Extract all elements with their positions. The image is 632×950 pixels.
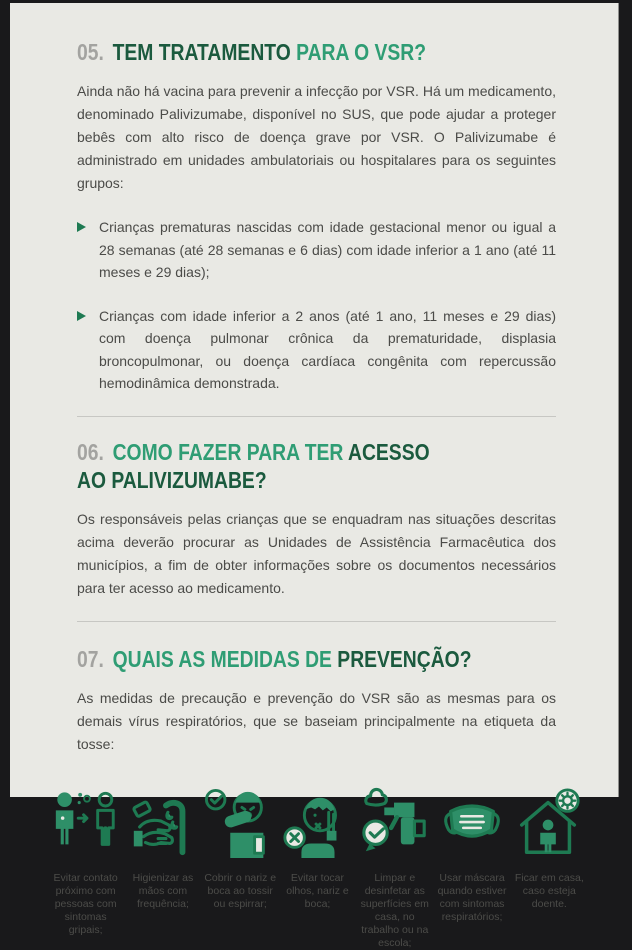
prevention-item-avoid-touch-face bbox=[279, 786, 356, 950]
section-05-bullet-list bbox=[77, 216, 556, 395]
prevention-caption: Cobrir o nariz e boca ao tossir ou espirrar; bbox=[204, 871, 277, 910]
prevention-caption: Evitar tocar olhos, nariz e boca; bbox=[286, 871, 349, 910]
bullet-text: Crianças prematuras nascidas com idade gestacional menor ou igual a 28 semanas (até 28 semanas e 6 dias) com idade inferior a 1 ano (até 11 meses e 29 dias); bbox=[99, 219, 556, 280]
triangle-bullet-icon bbox=[77, 311, 86, 321]
prevention-item-avoid-contact bbox=[47, 786, 124, 950]
section-05-number: 05. bbox=[77, 39, 104, 65]
prevention-caption: Limpar e desinfetar as superfícies em casa, no trabalho ou na escola; bbox=[360, 871, 429, 949]
section-07-number: 07. bbox=[77, 645, 104, 672]
disinfect-icon bbox=[358, 786, 432, 860]
prevention-icons-row bbox=[47, 786, 588, 950]
prevention-item-mask bbox=[433, 786, 510, 950]
section-07-title-green: QUAIS AS MEDIDAS DE bbox=[112, 645, 338, 672]
section-05-paragraph: Ainda não há vacina para prevenir a infecção por VSR. Há um medicamento, denominado Palivizumabe, disponível no SUS, que pode ajudar a proteger bebês com alto risco de doença grave por VSR. O Palivizumabe é administrado em unidades ambulatoriais ou hospitalares para os seguintes grupos: bbox=[77, 83, 556, 191]
bullet-text: Crianças com idade inferior a 2 anos (até 1 ano, 11 meses e 29 dias) com doença pulmonar crônica da prematuridade, displasia broncopulmonar, ou doença cardíaca congênita com repercussão hemodinâmica demonstrada. bbox=[99, 307, 556, 391]
triangle-bullet-icon bbox=[77, 222, 86, 232]
list-item bbox=[77, 305, 556, 395]
prevention-caption: Evitar contato próximo com pessoas com sintomas gripais; bbox=[53, 871, 118, 936]
section-06-title-dark-2: AO PALIVIZUMABE? bbox=[77, 466, 267, 493]
wash-hands-icon bbox=[126, 786, 200, 860]
section-06-number: 06. bbox=[77, 438, 104, 465]
section-05-heading bbox=[77, 38, 479, 66]
stay-home-icon bbox=[512, 786, 586, 860]
avoid-touch-face-icon bbox=[280, 786, 354, 860]
section-06-title-dark-1: ACESSO bbox=[348, 438, 430, 465]
section-divider bbox=[77, 621, 556, 622]
cover-cough-icon bbox=[203, 786, 277, 860]
section-05-title-dark: TEM TRATAMENTO bbox=[112, 39, 297, 65]
mask-icon bbox=[435, 786, 509, 860]
section-divider bbox=[77, 416, 556, 417]
prevention-item-wash-hands bbox=[124, 786, 201, 950]
list-item bbox=[77, 216, 556, 284]
prevention-item-cover-cough bbox=[202, 786, 279, 950]
section-06-heading bbox=[77, 438, 479, 494]
section-07-title-dark: PREVENÇÃO? bbox=[337, 645, 472, 672]
prevention-caption: Usar máscara quando estiver com sintomas respiratórios; bbox=[437, 871, 507, 923]
prevention-item-stay-home bbox=[511, 786, 588, 950]
section-07-paragraph: As medidas de precaução e prevenção do VSR são as mesmas para os demais vírus respiratórios, que se baseiam principalmente na etiqueta da tosse: bbox=[77, 689, 556, 752]
prevention-item-disinfect bbox=[356, 786, 433, 950]
avoid-contact-icon bbox=[49, 786, 123, 860]
section-06-title-green: COMO FAZER PARA TER bbox=[112, 438, 349, 465]
section-05-title-green: PARA O VSR? bbox=[296, 39, 427, 65]
prevention-caption: Ficar em casa, caso esteja doente. bbox=[514, 871, 584, 910]
section-06-paragraph: Os responsáveis pelas crianças que se enquadram nas situações descritas acima deverão procurar as Unidades de Assistência Farmacêutica dos municípios, a fim de obter informações sobre os documentos necessários para ter acesso ao medicamento. bbox=[77, 510, 556, 596]
prevention-caption: Higienizar as mãos com frequência; bbox=[132, 871, 194, 910]
document-page bbox=[10, 3, 619, 949]
section-07-heading bbox=[77, 645, 479, 673]
